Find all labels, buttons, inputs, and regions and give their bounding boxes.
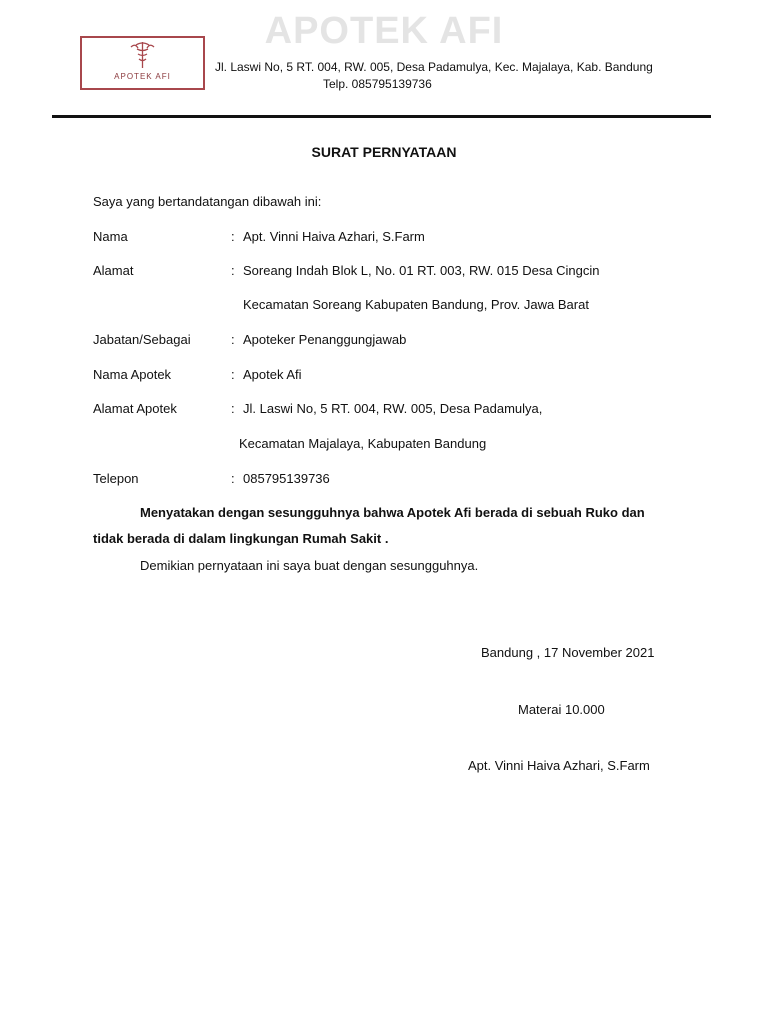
- header-phone: Telp. 085795139736: [323, 77, 432, 91]
- field-label: Nama: [93, 229, 128, 244]
- field-value: 085795139736: [243, 471, 330, 486]
- signature-materai: Materai 10.000: [518, 702, 605, 717]
- field-alamat-apotek-continuation: Kecamatan Majalaya, Kabupaten Bandung: [239, 436, 487, 451]
- watermark-title: APOTEK AFI: [264, 10, 504, 52]
- field-label: Jabatan/Sebagai: [93, 332, 191, 347]
- statement-line-1: Menyatakan dengan sesungguhnya bahwa Apotek Afi berada di sebuah Ruko dan: [140, 505, 645, 520]
- signature-name: Apt. Vinni Haiva Azhari, S.Farm: [468, 758, 650, 773]
- field-separator: :: [231, 229, 235, 244]
- field-alamat-apotek: [93, 401, 542, 416]
- field-value: Apt. Vinni Haiva Azhari, S.Farm: [243, 229, 425, 244]
- field-telepon: [93, 471, 330, 486]
- field-value: Soreang Indah Blok L, No. 01 RT. 003, RW. 015 Desa Cingcin: [243, 263, 600, 278]
- field-separator: :: [231, 332, 235, 347]
- field-label: Nama Apotek: [93, 367, 172, 382]
- pharmacy-logo: [80, 36, 205, 90]
- signature-place-date: Bandung , 17 November 2021: [481, 645, 655, 660]
- field-separator: :: [231, 367, 235, 382]
- header-address: Jl. Laswi No, 5 RT. 004, RW. 005, Desa Padamulya, Kec. Majalaya, Kab. Bandung: [215, 60, 653, 74]
- field-value: Apoteker Penanggungjawab: [243, 332, 407, 347]
- field-alamat: [93, 263, 600, 278]
- field-separator: :: [231, 401, 235, 416]
- field-nama-apotek: [93, 367, 302, 382]
- header-divider: [52, 115, 711, 118]
- field-nama: [93, 229, 425, 244]
- statement-line-2: tidak berada di dalam lingkungan Rumah Sakit .: [93, 531, 389, 546]
- field-jabatan: [93, 332, 406, 347]
- field-value: Jl. Laswi No, 5 RT. 004, RW. 005, Desa Padamulya,: [243, 401, 543, 416]
- field-separator: :: [231, 263, 235, 278]
- field-label: Telepon: [93, 471, 139, 486]
- logo-text: APOTEK AFI: [114, 72, 171, 81]
- intro-text: Saya yang bertandatangan dibawah ini:: [93, 194, 322, 209]
- document-title: SURAT PERNYATAAN: [311, 144, 457, 160]
- field-value: Apotek Afi: [243, 367, 302, 382]
- field-separator: :: [231, 471, 235, 486]
- field-alamat-continuation: Kecamatan Soreang Kabupaten Bandung, Prov. Jawa Barat: [243, 297, 589, 312]
- field-label: Alamat: [93, 263, 134, 278]
- closing-text: Demikian pernyataan ini saya buat dengan sesungguhnya.: [140, 558, 479, 573]
- field-label: Alamat Apotek: [93, 401, 177, 416]
